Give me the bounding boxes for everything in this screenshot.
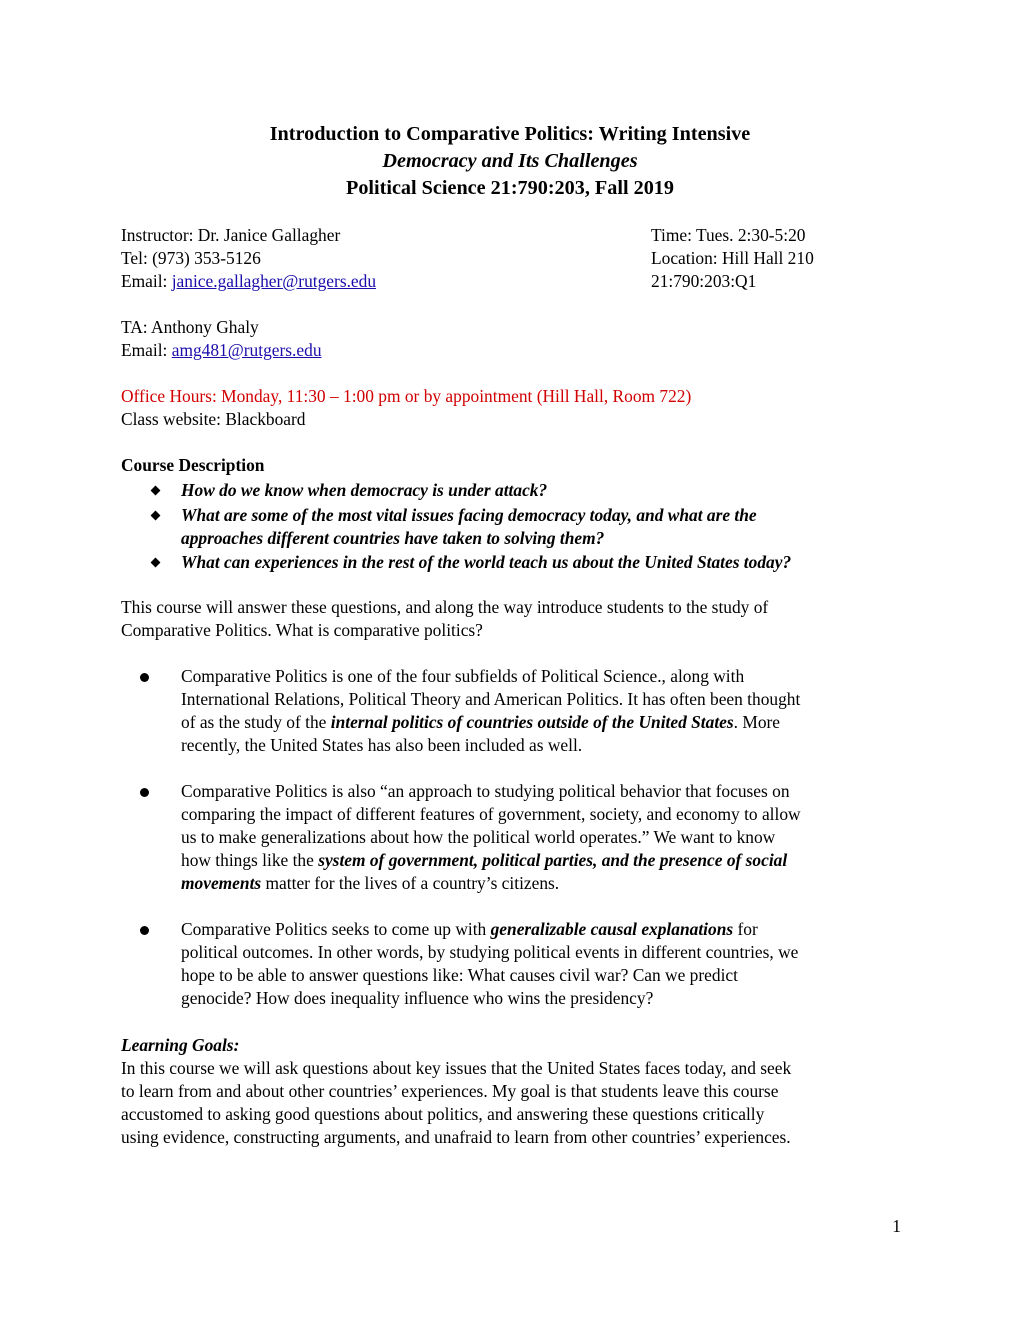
page-number: 1 <box>892 1216 901 1236</box>
class-location: Location: Hill Hall 210 <box>651 248 814 268</box>
learning-goals-line-1: In this course we will ask questions about key issues that the United States faces today, and seek <box>121 1058 792 1078</box>
instructor-email-link[interactable]: janice.gallagher@rutgers.edu <box>171 271 377 291</box>
point-2-line-1: Comparative Politics is also “an approach to studying political behavior that focuses on <box>181 781 790 801</box>
ta-email-link[interactable]: amg481@rutgers.edu <box>171 340 322 360</box>
section-code: 21:790:203:Q1 <box>651 271 757 291</box>
point-3-line-2: political outcomes. In other words, by studying political events in different countries, we <box>181 942 799 962</box>
point-1-line-4: recently, the United States has also been included as well. <box>181 735 583 755</box>
learning-goals-line-4: using evidence, constructing arguments, and unafraid to learn from other countries’ experiences. <box>121 1127 791 1147</box>
question-1: How do we know when democracy is under attack? <box>181 480 548 500</box>
course-description-heading: Course Description <box>121 455 265 475</box>
instructor-email-line <box>121 270 376 293</box>
instructor-tel: Tel: (973) 353-5126 <box>121 248 261 268</box>
point-2-text-end: matter for the lives of a country’s citizens. <box>261 873 560 893</box>
page-subtitle: Democracy and Its Challenges <box>382 150 638 172</box>
point-2-line-2: comparing the impact of different features of government, society, and economy to allow <box>181 804 801 824</box>
point-1-text-end: . More <box>733 712 781 732</box>
point-1-line-1: Comparative Politics is one of the four subfields of Political Science., along with <box>181 666 745 686</box>
point-1-text: of as the study of the <box>181 712 331 732</box>
bullet-icon <box>151 486 161 496</box>
question-2-line-1: What are some of the most vital issues facing democracy today, and what are the <box>181 505 757 525</box>
bullet-icon <box>151 511 161 521</box>
course-code: Political Science 21:790:203, Fall 2019 <box>346 177 674 199</box>
point-2-emphasis-end: movements <box>181 873 262 893</box>
point-1-line-3 <box>181 711 780 734</box>
point-2-emphasis: system of government, political parties, and the presence of social <box>318 850 788 870</box>
intro-line-2: Comparative Politics. What is comparative politics? <box>121 620 483 640</box>
ta-email-line <box>121 339 322 362</box>
point-3-line-1 <box>181 918 758 941</box>
point-3-text: Comparative Politics seeks to come up with <box>181 919 491 939</box>
point-3-line-3: hope to be able to answer questions like: What causes civil war? Can we predict <box>181 965 738 985</box>
learning-goals-line-3: accustomed to asking good questions about politics, and answering these questions critically <box>121 1104 765 1124</box>
point-3-text-end: for <box>733 919 758 939</box>
intro-line-1: This course will answer these questions, and along the way introduce students to the study of <box>121 597 769 617</box>
page-title: Introduction to Comparative Politics: Writing Intensive <box>269 123 751 145</box>
point-2-line-5 <box>181 872 559 895</box>
bullet-dot-icon <box>140 926 149 935</box>
question-3: What can experiences in the rest of the world teach us about the United States today? <box>181 552 792 572</box>
ta-name: TA: Anthony Ghaly <box>121 317 259 337</box>
class-website: Class website: Blackboard <box>121 409 306 429</box>
point-2-line-3: us to make generalizations about how the political world operates.” We want to know <box>181 827 776 847</box>
point-2-text: how things like the <box>181 850 319 870</box>
bullet-dot-icon <box>140 673 149 682</box>
point-2-line-4 <box>181 849 787 872</box>
instructor-name: Instructor: Dr. Janice Gallagher <box>121 225 341 245</box>
point-1-emphasis: internal politics of countries outside of the United States <box>330 712 734 732</box>
bullet-dot-icon <box>140 788 149 797</box>
point-3-line-4: genocide? How does inequality influence who wins the presidency? <box>181 988 654 1008</box>
point-3-emphasis: generalizable causal explanations <box>490 919 734 939</box>
learning-goals-heading: Learning Goals: <box>121 1035 240 1055</box>
email-label: Email: <box>121 271 172 291</box>
point-1-line-2: International Relations, Political Theory and American Politics. It has often been thought <box>181 689 801 709</box>
office-hours: Office Hours: Monday, 11:30 – 1:00 pm or by appointment (Hill Hall, Room 722) <box>121 386 692 406</box>
ta-email-label: Email: <box>121 340 172 360</box>
question-2-line-2: approaches different countries have taken to solving them? <box>181 528 605 548</box>
bullet-icon <box>151 558 161 568</box>
class-time: Time: Tues. 2:30-5:20 <box>651 225 806 245</box>
learning-goals-line-2: to learn from and about other countries’ experiences. My goal is that students leave this course <box>121 1081 779 1101</box>
